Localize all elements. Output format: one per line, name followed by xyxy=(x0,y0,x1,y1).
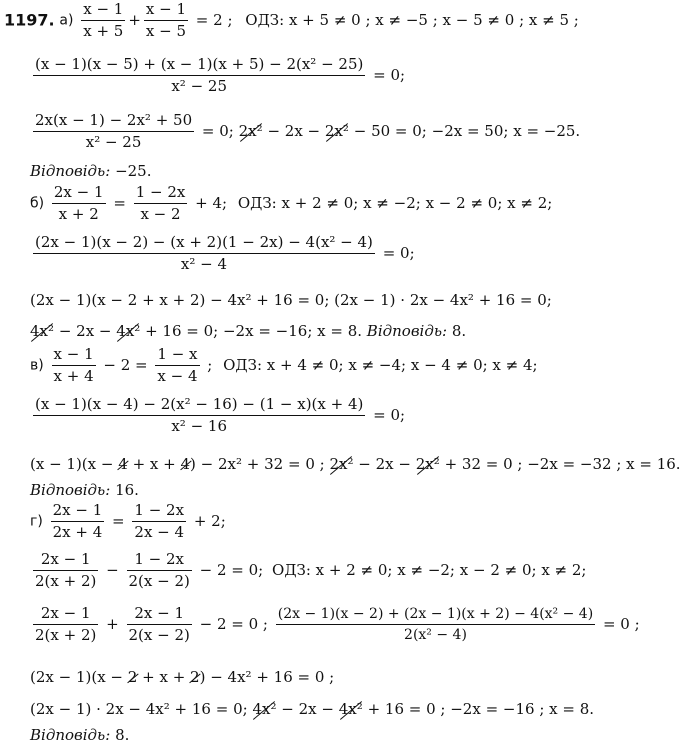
cancelled-term: 2 xyxy=(127,668,138,686)
part-v-label: в) xyxy=(30,357,44,374)
part-a-label: а) xyxy=(59,12,74,29)
problem-number: 1197. xyxy=(4,10,55,30)
cancelled-term: 2x² xyxy=(238,122,263,140)
line-g-2: $\frac{2x - 1}{2(x + 2)}$ − $\frac{1 - 2x}{2(x - 2)}$ − 2 = 0; ОДЗ: x + 2 ≠ 0; x ≠ −2; x − 2 ≠ 0; x ≠ 2; xyxy=(35,550,587,590)
line-b-2: $\frac{\text{(2x − 1)(x − 2) − (x + 2)(1 − 2x) − 4(x² − 4)}}{\text{x² − 4}}$ = 0; xyxy=(35,233,415,273)
line-v-2: $\frac{\text{(x − 1)(x − 4) − 2(x² − 16) − (1 − x)(x + 4)}}{\text{x² − 16}}$ = 0; xyxy=(35,395,406,435)
fraction: $\frac{1 - 2x}{2(x - 2)}$ xyxy=(128,550,190,590)
answer-b-label: Відповідь: xyxy=(366,322,448,340)
odz: ОДЗ: x + 5 ≠ 0 ; x ≠ −5 ; x − 5 ≠ 0 ; x ≠ 5 ; xyxy=(245,11,579,29)
odz: ОДЗ: x + 4 ≠ 0; x ≠ −4; x − 4 ≠ 0; x ≠ 4; xyxy=(223,356,538,374)
cancelled-term: 4x² xyxy=(338,700,363,718)
part-g-label: г) xyxy=(30,513,43,530)
line-a-3: $\frac{\text{2x(x − 1) − 2x² + 50}}{\text{x² − 25}}$ = 0; 2x² − 2x − 2x² − 50 = 0; −2x = 50; x = −25. xyxy=(35,111,581,151)
fraction: $\frac{\text{(x − 1)(x − 5) + (x − 1)(x + 5) − 2(x² − 25)}}{\text{x² − 25}}$ xyxy=(35,55,364,95)
fraction: $\frac{2x - 1}{x + 2}$ xyxy=(53,183,104,223)
answer-g: Відповідь: 8. xyxy=(30,726,130,744)
answer-b-value: 8. xyxy=(451,322,467,340)
fraction: $\frac{\text{2x(x − 1) − 2x² + 50}}{\text{x² − 25}}$ xyxy=(35,111,193,151)
cancelled-term: 4x² xyxy=(116,322,141,340)
fraction: $\frac{2x - 1}{2x + 4}$ xyxy=(52,501,103,541)
fraction: $\frac{2x - 1}{2(x - 2)}$ xyxy=(128,604,190,644)
line-b-4: 4x² − 2x − 4x² + 16 = 0; −2x = −16; x = 8. Відповідь: 8. xyxy=(30,322,467,340)
line-g-5: (2x − 1) · 2x − 4x² + 16 = 0; 4x² − 2x − 4x² + 16 = 0 ; −2x = −16 ; x = 8. xyxy=(30,700,595,718)
fraction: $\frac{x - 1}{x - 5}$ xyxy=(145,0,187,40)
line-g-3: $\frac{2x - 1}{2(x + 2)}$ + $\frac{2x - 1}{2(x - 2)}$ − 2 = 0 ; $\frac{\text{(2x − 1)(x − 2) + (2x − 1)(x + 2) − 4(x² − 4)}}{\text{2(x² − 4)}}$ = 0 ; xyxy=(35,604,640,644)
answer-v: Відповідь: 16. xyxy=(30,481,139,499)
fraction: $\frac{x - 1}{x + 5}$ xyxy=(83,0,124,40)
line-v-3: (x − 1)(x − 4 + x + 4) − 2x² + 32 = 0 ; 2x² − 2x − 2x² + 32 = 0 ; −2x = −32 ; x = 16. xyxy=(30,455,681,473)
line-b-3: (2x − 1)(x − 2 + x + 2) − 4x² + 16 = 0; (2x − 1) · 2x − 4x² + 16 = 0; xyxy=(30,291,552,309)
cancelled-term: 4x² xyxy=(252,700,277,718)
cancelled-term: 2x² xyxy=(415,455,440,473)
fraction: $\frac{\text{(2x − 1)(x − 2) + (2x − 1)(x + 2) − 4(x² − 4)}}{\text{2(x² − 4)}}$ xyxy=(277,606,594,643)
cancelled-term: 2x² xyxy=(329,455,354,473)
line-b-equation: б) $\frac{2x - 1}{x + 2}$ = $\frac{1 - 2x}{x - 2}$ + 4; ОДЗ: x + 2 ≠ 0; x ≠ −2; x − 2 ≠ 0; x ≠ 2; xyxy=(30,183,553,223)
line-g-4: (2x − 1)(x − 2 + x + 2) − 4x² + 16 = 0 ; xyxy=(30,668,335,686)
fraction: $\frac{\text{(2x − 1)(x − 2) − (x + 2)(1 − 2x) − 4(x² − 4)}}{\text{x² − 4}}$ xyxy=(35,233,373,273)
fraction: $\frac{\text{(x − 1)(x − 4) − 2(x² − 16) − (1 − x)(x + 4)}}{\text{x² − 16}}$ xyxy=(35,395,364,435)
answer-a: Відповідь: −25. xyxy=(30,162,152,180)
line-a-equation: 1197. а) $\frac{x - 1}{x + 5}$ + $\frac{x - 1}{x - 5}$ = 2 ; ОДЗ: x + 5 ≠ 0 ; x ≠ −5 ; x − 5 ≠ 0 ; x ≠ 5 ; xyxy=(4,0,579,40)
fraction: $\frac{2x - 1}{2(x + 2)}$ xyxy=(35,604,97,644)
cancelled-term: 4 xyxy=(180,455,191,473)
cancelled-term: 2x² xyxy=(324,122,349,140)
part-b-label: б) xyxy=(30,195,45,212)
line-a-2: $\frac{\text{(x − 1)(x − 5) + (x − 1)(x + 5) − 2(x² − 25)}}{\text{x² − 25}}$ = 0; xyxy=(35,55,406,95)
fraction: $\frac{2x - 1}{2(x + 2)}$ xyxy=(35,550,97,590)
odz: ОДЗ: x + 2 ≠ 0; x ≠ −2; x − 2 ≠ 0; x ≠ 2; xyxy=(237,194,553,212)
odz: ОДЗ: x + 2 ≠ 0; x ≠ −2; x − 2 ≠ 0; x ≠ 2; xyxy=(272,561,587,579)
fraction: $\frac{1 - 2x}{2x - 4}$ xyxy=(134,501,185,541)
cancelled-term: 4 xyxy=(118,455,128,473)
line-v-equation: в) $\frac{x - 1}{x + 4}$ − 2 = $\frac{1 - x}{x - 4}$ ; ОДЗ: x + 4 ≠ 0; x ≠ −4; x − 4 ≠ 0; x ≠ 4; xyxy=(30,345,538,385)
cancelled-term: 4x² xyxy=(30,322,55,340)
line-g-equation: г) $\frac{2x - 1}{2x + 4}$ = $\frac{1 - 2x}{2x - 4}$ + 2; xyxy=(30,501,226,541)
fraction: $\frac{x - 1}{x + 4}$ xyxy=(53,345,94,385)
fraction: $\frac{1 - 2x}{x - 2}$ xyxy=(135,183,186,223)
fraction: $\frac{1 - x}{x - 4}$ xyxy=(157,345,198,385)
cancelled-term: 2 xyxy=(190,668,200,686)
